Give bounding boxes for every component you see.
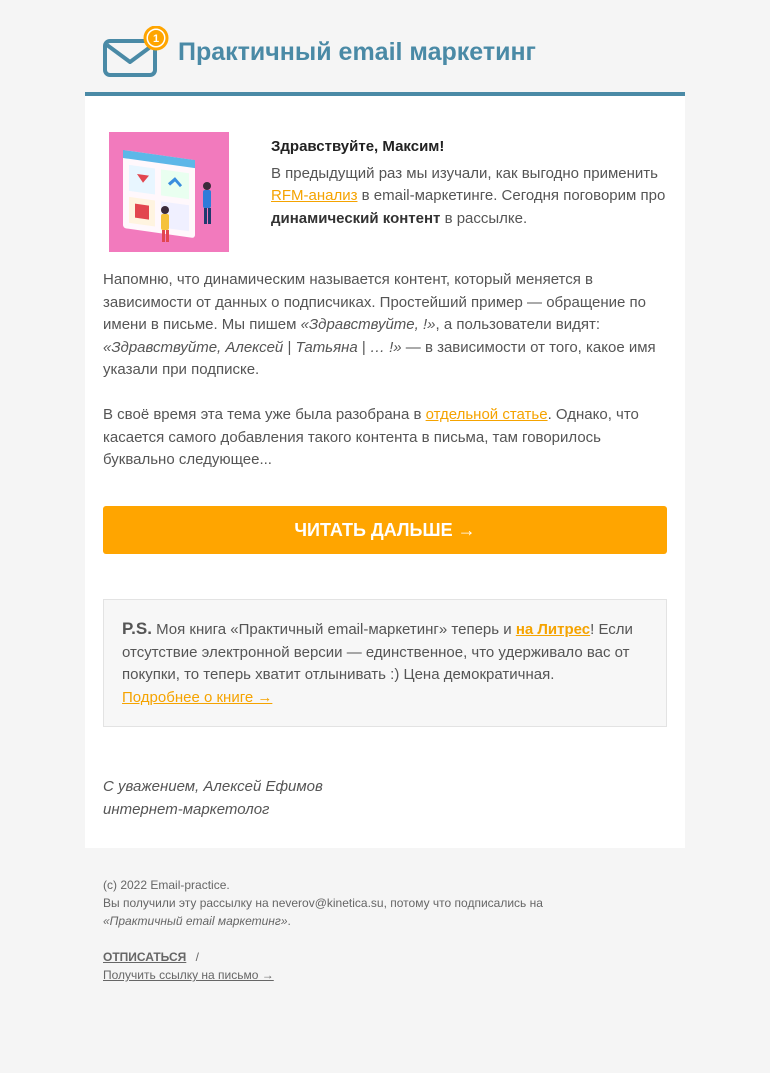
p1-text-2: , а пользователи видят:: [435, 316, 601, 333]
footer-actions: [103, 948, 573, 966]
p1-example-template: «Здравствуйте, !»: [300, 316, 436, 333]
rfm-link[interactable]: RFM-анализ: [271, 187, 358, 204]
subscription-note: [103, 894, 573, 930]
p1-sep: |: [283, 338, 296, 356]
read-more-button[interactable]: ЧИТАТЬ ДАЛЬШЕ →: [103, 506, 667, 554]
p1-sep-2: |: [357, 338, 370, 356]
paragraph-dynamic-content: [103, 269, 663, 382]
ps-text-2: ! Если отсутствие электронной версии — единственное, что удерживало вас от покупки, то теперь хватит отлынивать :) Цена демократичная.: [122, 621, 633, 683]
newsletter-name: «Практичный email маркетинг»: [103, 914, 288, 928]
p1-text: Напомню, что динамическим называется контент, который меняется в зависимости от данных о подписчиках. Простейший пример — обращение по имени в письме. Мы пишем: [103, 271, 646, 333]
ps-label: P.S.: [122, 619, 152, 638]
envelope-notification-icon: [103, 26, 169, 82]
p1-example-1: «Здравствуйте, Алексей: [103, 338, 284, 356]
p1-example-3: … !»: [369, 338, 402, 356]
header: [85, 0, 685, 96]
signature-role: интернет-маркетолог: [103, 800, 270, 818]
footer: [103, 876, 573, 984]
letter-link[interactable]: Получить ссылку на письмо →: [103, 968, 274, 982]
unsubscribe-link[interactable]: ОТПИСАТЬСЯ: [103, 950, 187, 964]
subscription-end: .: [287, 914, 291, 928]
dynamic-content-bold: динамический контент: [271, 209, 441, 227]
ps-text: Моя книга «Практичный email-маркетинг» теперь и: [151, 621, 516, 638]
subscription-text: Вы получили эту рассылку на neverov@kinetica.su, потому что подписались на: [103, 896, 543, 910]
footer-separator: /: [195, 950, 199, 964]
intro-text: В предыдущий раз мы изучали, как выгодно применить: [271, 164, 658, 182]
greeting: Здравствуйте, Максим!: [271, 138, 445, 155]
p1-example-2: Татьяна: [295, 338, 358, 356]
paragraph-article: [103, 404, 663, 472]
signature: [103, 776, 323, 821]
copyright: (c) 2022 Email-practice.: [103, 878, 230, 892]
book-details-link[interactable]: Подробнее о книге →: [122, 688, 273, 706]
intro-text-3: в рассылке.: [440, 209, 528, 227]
hero-illustration: [109, 132, 229, 252]
signature-name: С уважением, Алексей Ефимов: [103, 778, 323, 795]
intro-block: [271, 136, 669, 230]
article-link[interactable]: отдельной статье: [425, 406, 548, 423]
p2-text-2: . Однако, что касается самого добавления такого контента в письма, там говорилось буквально следующее...: [103, 406, 639, 468]
brand-title: Практичный email маркетинг: [178, 38, 536, 66]
p2-text: В своё время эта тема уже была разобрана в: [103, 406, 426, 423]
intro-text-2: в email-маркетинге. Сегодня поговорим про: [357, 187, 666, 204]
p1-text-3: — в зависимости от того, какое имя указали при подписке.: [103, 338, 656, 378]
email-card: [85, 96, 685, 848]
logo-badge: 1: [152, 33, 160, 45]
ps-box: [103, 599, 667, 727]
litres-link[interactable]: на Литрес: [515, 621, 591, 638]
